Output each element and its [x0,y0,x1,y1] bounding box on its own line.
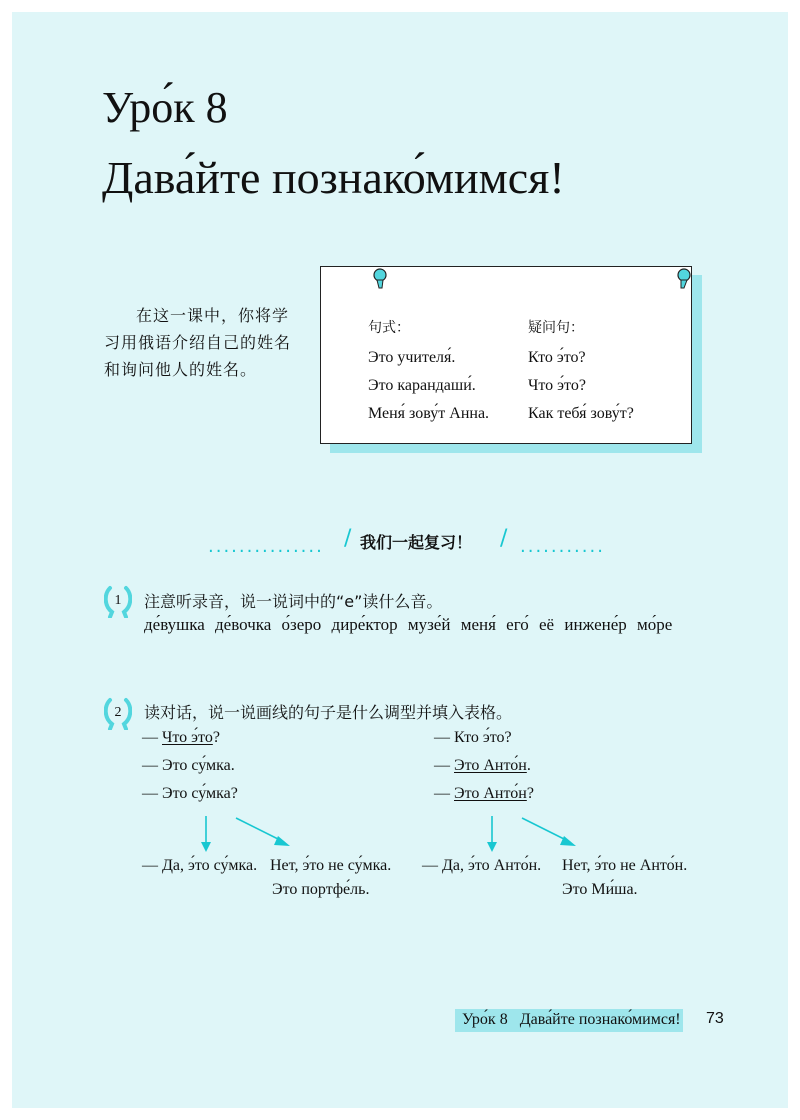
patterns-heading: 句式： [368,320,410,336]
exercise-1-words: де́вушка де́вочка о́зеро дире́ктор музе́й меня́ его́ её инжене́р мо́ре [144,615,673,634]
dotted-rule: ........... [520,536,605,557]
lesson-title: Дава́йте познако́мимся! [102,152,565,203]
exercise-number: 1 [114,593,122,608]
dotted-rule: ............... [208,536,324,557]
dash: — [142,729,158,746]
dialogue-line [142,780,238,808]
dialogue-text: Кто э́то? [454,729,512,746]
answer-yes: — Да, э́то Анто́н. [422,857,542,874]
dash: — [434,785,450,802]
dialogue-line [434,724,512,752]
exercise-number: 2 [114,705,122,720]
answer-yes: — Да, э́то су́мка. [142,857,258,874]
patterns-column [368,314,489,428]
pattern-line: Это карандаши́. [368,377,476,394]
exercise-1-instruction: 注意听录音，说一说词中的“е”读什么音。 [144,592,443,611]
pushpin-icon [672,266,694,292]
dialogue-line [434,780,534,808]
dialogue-text: Это су́мка. [162,757,235,774]
underlined-phrase: Это Анто́н [454,757,527,774]
dialogue-line [142,724,220,752]
punctuation: . [526,757,531,774]
dash: — [434,757,450,774]
pushpin-icon [370,266,392,292]
underlined-phrase: Что э́то [162,729,213,746]
dialogue-line [142,752,235,780]
section-title: 我们一起复习！ [360,533,473,552]
exercise-2-instruction: 读对话，说一说画线的句子是什么调型并填入表格。 [144,703,513,722]
punctuation: ? [212,729,220,746]
dash: — [434,729,450,746]
questions-column [528,314,634,428]
pattern-line: Это учителя́. [368,349,456,366]
question-line: Как тебя́ зову́т? [528,405,634,422]
exercise-number-badge [104,696,132,730]
lesson-heading: Уро́к 8 [102,83,228,132]
question-line: Что э́то? [528,377,586,394]
questions-heading: 疑问句： [528,320,584,336]
exercise-number-badge [104,584,132,618]
dialogue-line [434,752,531,780]
answer-no: Нет, э́то не су́мка. [270,857,392,874]
underlined-phrase: Это Анто́н [454,785,527,802]
slash-mark: / [344,526,352,551]
question-line: Кто э́то? [528,349,586,366]
answer-no: Нет, э́то не Анто́н. [562,857,688,874]
footer-lesson: Уро́к 8 [462,1011,508,1028]
footer-title: Дава́йте познако́мимся! [519,1011,681,1028]
running-footer [462,1011,681,1029]
page-number: 73 [706,1010,724,1027]
pattern-line: Меня́ зову́т Анна. [368,405,490,422]
punctuation: ? [526,785,534,802]
dash: — [142,757,158,774]
answer-no-follow: Это Ми́ша. [562,881,638,898]
answer-no-follow: Это портфе́ль. [272,881,370,898]
dash: — [142,785,158,802]
slash-mark: / [500,526,508,551]
dialogue-text: Это су́мка? [162,785,238,802]
intro-paragraph: 在这一课中，你将学习用俄语介绍自己的姓名和询问他人的姓名。 [104,306,292,379]
